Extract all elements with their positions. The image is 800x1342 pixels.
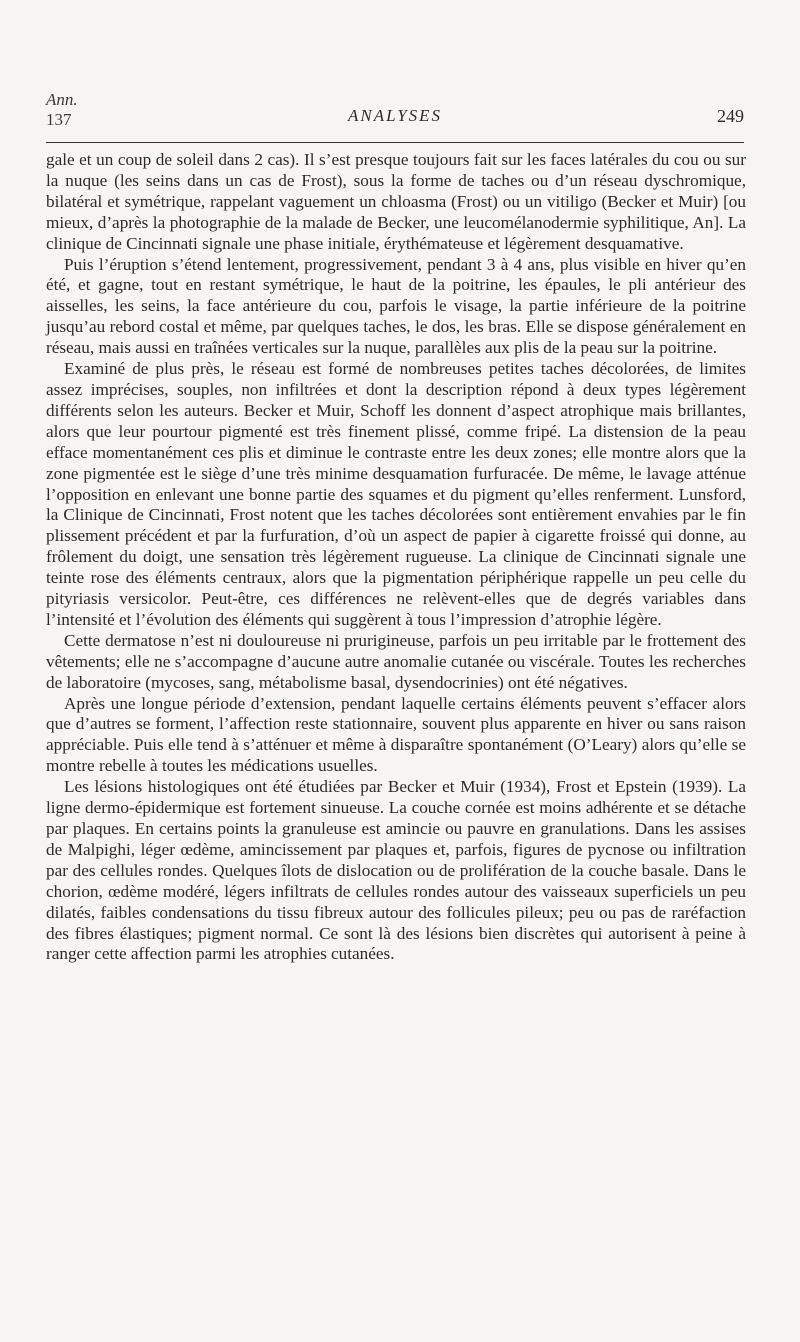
paragraph: gale et un coup de soleil dans 2 cas). Il s’est presque toujours fait sur les faces latérales du cou ou sur la nuque (les seins dans un cas de Frost), sous la forme de taches ou d’un réseau dyschromique, bilatéral et symétrique, rappelant vaguement un chloasma (Frost) ou un vitiligo (Becker et Muir) [ou mieux, d’après la photographie de la malade de Becker, une leucomélanodermie syphilitique, An]. La clinique de Cincinnati signale une phase initiale, érythémateuse et légèrement desquamative. [46,150,746,253]
paragraph: Cette dermatose n’est ni douloureuse ni prurigineuse, parfois un peu irritable par le frottement des vêtements; elle ne s’accompagne d’aucune autre anomalie cutanée ou viscérale. Toutes les recherches de laboratoire (mycoses, sang, métabolisme basal, dysendocrinies) ont été négatives. [46,630,746,692]
corner-annotation-line2: 137 [46,110,72,129]
body-text [46,150,746,965]
running-header [46,106,744,132]
paragraph: Examiné de plus près, le réseau est formé de nombreuses petites taches décolorées, de limites assez imprécises, souples, non infiltrées et dont la description répond à deux types légèrement différents selon les auteurs. Becker et Muir, Schoff les donnent d’aspect atrophique mais brillantes, alors que leur pourtour pigmenté est très finement plissé, comme fripé. La distension de la peau efface momentanément ces plis et diminue le contraste entre les deux zones; elle montre alors que la zone pigmentée est le siège d’une très minime desquamation furfuracée. De même, le lavage atténue l’opposition en enlevant une bonne partie des squames et du pigment qu’elles renferment. Lunsford, la Clinique de Cincinnati, Frost notent que les taches décolorées sont entièrement envahies par le fin plissement précédent et par la furfuration, d’où un aspect de papier à cigarette froissé qui donne, au frôlement du doigt, une sensation très légèrement rugueuse. La clinique de Cincinnati signale une teinte rose des éléments centraux, alors que la pigmentation périphérique rappelle un peu celle du pityriasis versicolor. Peut-être, ces différences ne relèvent-elles que de degrés variables dans l’intensité et l’évolution des éléments qui suggèrent à tous l’impression d’atrophie légère. [46,359,746,629]
corner-annotation-line1: Ann. [46,90,78,109]
paragraph: Puis l’éruption s’étend lentement, progressivement, pendant 3 à 4 ans, plus visible en hiver qu’en été, et gagne, tout en restant symétrique, le haut de la poitrine, les épaules, le pli antérieur des aisselles, les seins, la face antérieure du cou, parfois le visage, la partie inférieure de la poitrine jusqu’au rebord costal et même, par quelques taches, le dos, les bras. Elle se dispose généralement en réseau, mais aussi en traînées verticales sur la nuque, parallèles aux plis de la peau sur la poitrine. [46,254,746,358]
running-title: ANALYSES [347,106,443,125]
paragraph: Les lésions histologiques ont été étudiées par Becker et Muir (1934), Frost et Epstein (1939). La ligne dermo-épidermique est fortement sinueuse. La couche cornée est moins adhérente et se détache par plaques. En certains points la granuleuse est amincie ou pauvre en granulations. Dans les assises de Malpighi, léger œdème, amincissement par plaques et, parfois, figures de pycnose ou infiltration par des cellules rondes. Quelques îlots de dislocation ou de prolifération de la couche basale. Dans le chorion, œdème modéré, légers infiltrats de cellules rondes autour des vaisseaux superficiels un peu dilatés, faibles condensations du tissu fibreux autour des follicules pileux; peu ou pas de raréfaction des fibres élastiques; pigment normal. Ce sont là des lésions bien discrètes qui autorisent à peine à ranger cette affection parmi les atrophies cutanées. [46,777,746,964]
paragraph: Après une longue période d’extension, pendant laquelle certains éléments peuvent s’effacer alors que d’autres se forment, l’affection reste stationnaire, souvent plus apparente en hiver ou sans raison appréciable. Puis elle tend à s’atténuer et même à disparaître spontanément (O’Leary) alors qu’elle se montre rebelle à toutes les médications usuelles. [46,693,746,776]
page-number: 249 [717,106,744,126]
header-rule [46,142,744,143]
